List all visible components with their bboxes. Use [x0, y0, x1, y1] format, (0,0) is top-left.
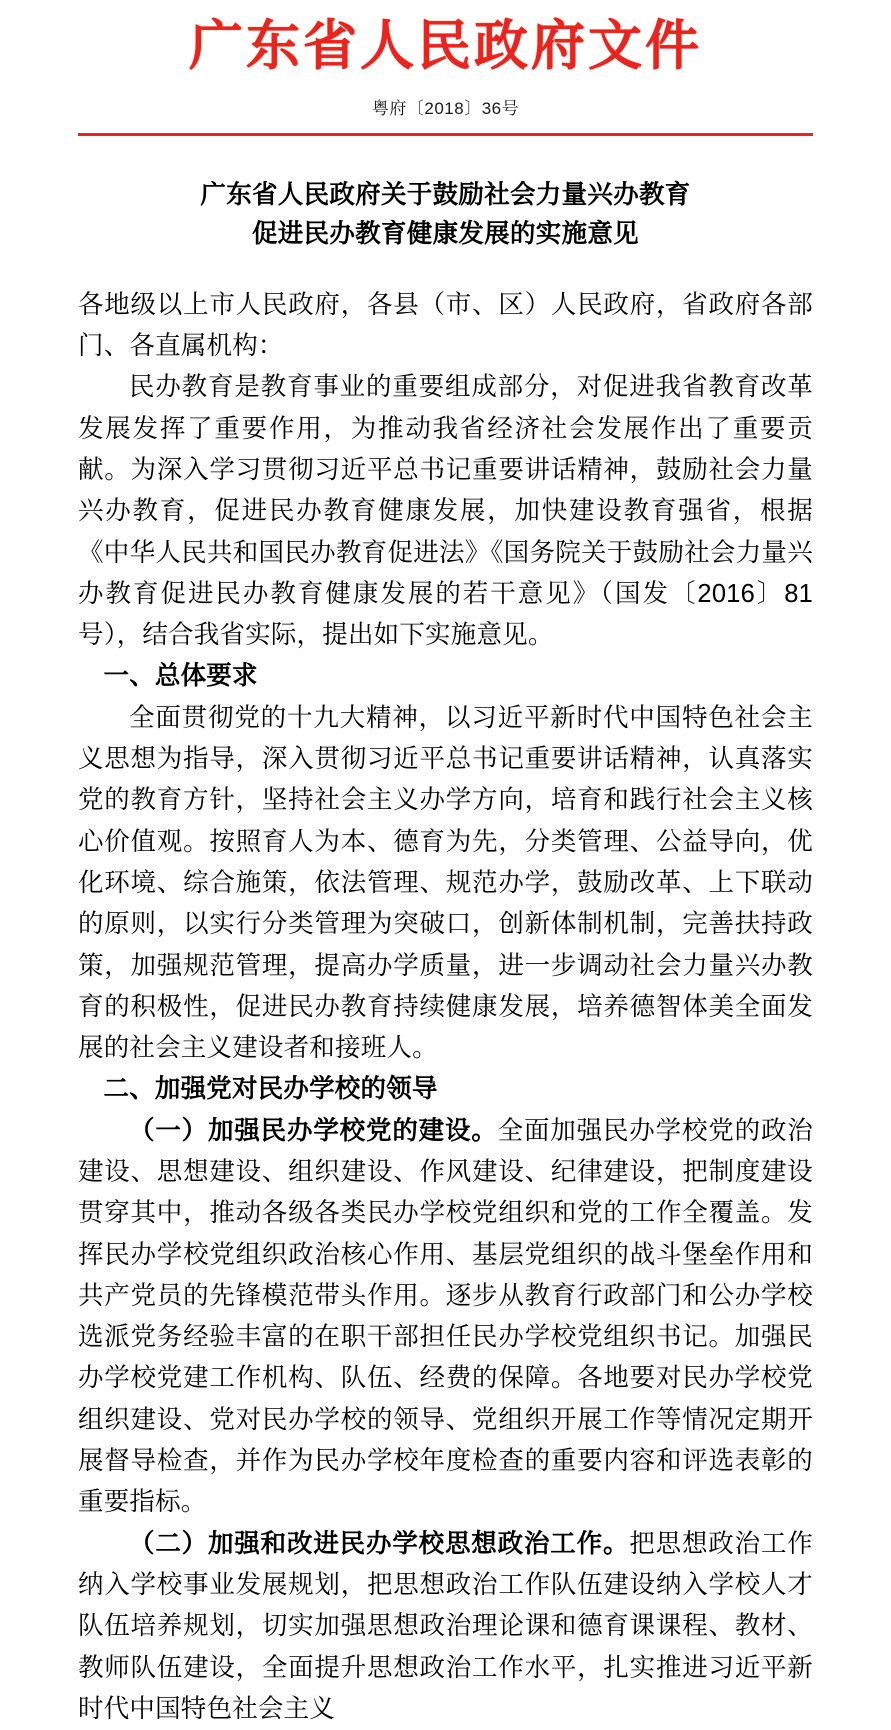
- document-body: [78, 285, 813, 1730]
- section-heading-1: 一、总体要求: [103, 662, 258, 691]
- red-divider-rule: [78, 133, 813, 136]
- section-1-paragraph: 全面贯彻党的十九大精神，以习近平新时代中国特色社会主义思想为指导，深入贯彻习近平总书记重要讲话精神，认真落实党的教育方针，坚持社会主义办学方向，培育和践行社会主义核心价值观。按照育人为本、德育为先，分类管理、公益导向，优化环境、综合施策，依法管理、规范办学，鼓励改革、上下联动的原则，以实行分类管理为突破口，创新体制机制，完善扶持政策，加强规范管理，提高办学质量，进一步调动社会力量兴办教育的积极性，促进民办教育持续健康发展，培养德智体美全面发展的社会主义建设者和接班人。: [78, 703, 813, 1063]
- section-2-item-1-text: 全面加强民办学校党的政治建设、思想建设、组织建设、作风建设、纪律建设，把制度建设贯穿其中，推动各级各类民办学校党组织和党的工作全覆盖。发挥民办学校党组织政治核心作用、基层党组织的战斗堡垒作用和共产党员的先锋模范带头作用。逐步从教育行政部门和公办学校选派党务经验丰富的在职干部担任民办学校党组织书记。加强民办学校党建工作机构、队伍、经费的保障。各地要对民办学校党组织建设、党对民办学校的领导、党组织开展工作等情况定期开展督导检查，并作为民办学校年度检查的重要内容和评选表彰的重要指标。: [78, 1116, 813, 1517]
- section-heading-2: 二、加强党对民办学校的领导: [103, 1075, 438, 1104]
- preamble-paragraph: 民办教育是教育事业的重要组成部分，对促进我省教育改革发展发挥了重要作用，为推动我省经济社会发展作出了重要贡献。为深入学习贯彻习近平总书记重要讲话精神，鼓励社会力量兴办教育，促进民办教育健康发展，加快建设教育强省，根据《中华人民共和国民办教育促进法》《国务院关于鼓励社会力量兴办教育促进民办教育健康发展的若干意见》（国发〔2016〕81号），结合我省实际，提出如下实施意见。: [78, 373, 813, 650]
- document-number: 粤府〔2018〕36号: [371, 98, 520, 118]
- section-2-item-1: [78, 1111, 813, 1524]
- section-2-item-2-text: 把思想政治工作纳入学校事业发展规划，把思想政治工作队伍建设纳入学校人才队伍培养规划，切实加强思想政治理论课和德育课课程、教材、教师队伍建设，全面提升思想政治工作水平，扎实推进习近平新时代中国特色社会主义: [78, 1529, 813, 1723]
- masthead: [78, 0, 813, 136]
- section-2-item-2-lead: （二）加强和改进民办学校思想政治工作。: [129, 1529, 630, 1558]
- masthead-title: 广东省人民政府文件: [189, 14, 702, 77]
- page-title-line-2: 促进民办教育健康发展的实施意见: [251, 220, 639, 249]
- section-2-item-2: [78, 1524, 813, 1730]
- page-title: [78, 176, 813, 255]
- page-title-line-1: 广东省人民政府关于鼓励社会力量兴办教育: [200, 180, 691, 209]
- addressee-paragraph: 各地级以上市人民政府，各县（市、区）人民政府，省政府各部门、各直属机构：: [78, 290, 813, 361]
- section-2-item-1-lead: （一）加强民办学校党的建设。: [129, 1116, 498, 1145]
